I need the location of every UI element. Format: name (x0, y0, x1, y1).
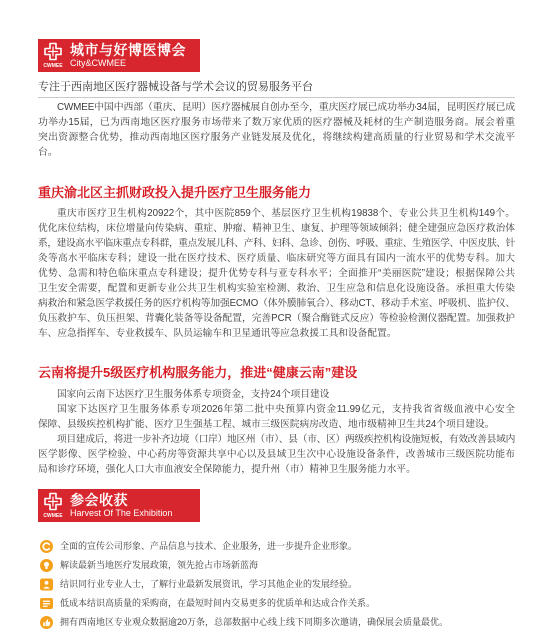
benefit-text: 结识同行业专业人士，了解行业最新发展资讯，学习其他企业的发展经验。 (60, 579, 358, 589)
cwmee-logo (40, 491, 66, 520)
paragraph-line: 重庆市医疗卫生机构20922个，其中医院859个、基层医疗卫生机构19838个、专业公共卫生机构149个。 (57, 208, 515, 219)
paragraph-line: 优势、急需和特色临床重点专科建设；提升优势专科与亚专科水平；全面推开“美丽医院”建设；根据保障公共 (38, 268, 515, 279)
yunnan-paragraph (38, 387, 515, 477)
paragraph-line: 项目建成后，将进一步补齐边境（口岸）地区州（市）、县（市、区）两级疾控机构设施短板，有效改善县域内 (57, 434, 515, 445)
divider (38, 97, 515, 98)
cwmee-logo (40, 41, 66, 70)
banner-title: 参会收获 (70, 492, 128, 508)
benefit-text: 拥有西南地区专业观众数据逾20万条，总部数据中心线上线下同期多次邀请，确保展会质量最优。 (60, 617, 449, 627)
intro-paragraph (38, 100, 515, 160)
paragraph-line: 医学影像、医学检验、中心药房等资源共享中心以及县域卫生次中心设施设备条件，改善城市三级医院功能布 (38, 449, 515, 460)
thumbs-up-icon (40, 616, 53, 629)
paragraph-line: 保障、县级疾控机构扩能、医疗卫生强基工程、城市三级医院病房改造、地市级精神卫生共24个项目建设。 (38, 419, 495, 430)
paragraph-line: CWMEE中国中西部（重庆、昆明）医疗器械展自创办至今，重庆医疗展已成功举办34届，昆明医疗展已成 (57, 102, 515, 113)
paragraph-line: 国家下达医疗卫生服务体系专项2026年第二批中央预算内资金11.99亿元，支持我省省级血液中心安全 (57, 404, 515, 415)
banner-subtitle: Harvest Of The Exhibition (70, 508, 173, 518)
benefit-text: 全面的宣传公司形象、产品信息与技术、企业服务，进一步提升企业形象。 (60, 541, 358, 551)
paragraph-line: 灸等高水平临床专科；建设一批在医疗技术、医疗质量、临床研究等方面具有国内一流水平的优势专科。加大 (38, 253, 515, 264)
benefit-item (38, 537, 515, 556)
paragraph-line: 国家向云南下达医疗卫生服务体系专项资金，支持24个项目建设 (57, 389, 330, 400)
paragraph-line: 车、应急指挥车、专业救援车、队员运输车和卫星通讯等应急救援工具和设备配置。 (38, 328, 397, 339)
paragraph-line: 优化床位结构，床位增量向传染病、重症、肿瘤、精神卫生、康复、护理等领域倾斜；健全建强应急医疗救治体 (38, 223, 515, 234)
tagline: 专注于西南地区医疗器械设备与学术会议的贸易服务平台 (38, 81, 313, 93)
harvest-banner (38, 489, 200, 522)
benefit-item (38, 575, 515, 594)
paragraph-line: 负压救护车、负压担架、背囊化装备等设备配置，完善PCR（聚合酶链式反应）等检验检测仪器配置。加强救护 (38, 313, 515, 324)
paragraph-line: 局和诊疗环境，强化人口大市血液安全保障能力，提升州（市）精神卫生服务能力水平。 (38, 464, 416, 475)
benefit-text: 解读最新当地医疗发展政策，领先抢占市场新蓝海 (60, 560, 259, 570)
paragraph-line: 突出资源整合优势，推动西南地区医疗服务产业链发展及优化，将继续构建高质量的行业贸易和学术交流平 (38, 132, 515, 143)
contact-card-icon (40, 578, 53, 591)
benefit-item (38, 594, 515, 613)
top-banner (38, 39, 200, 72)
banner-title: 城市与好博医博会 (70, 42, 186, 58)
broadcast-icon (40, 540, 53, 553)
logo-text: CWMEE (43, 513, 63, 519)
paragraph-line: 系，建设高水平临床重点专科群，重点发展儿科、产科、妇科、急诊、创伤、呼吸、重症、生殖医学、中医皮肤、针 (38, 238, 515, 249)
banner-subtitle: City&CWMEE (70, 58, 126, 68)
benefit-item (38, 556, 515, 575)
benefit-text: 低成本结识高质量的采购商，在最短时间内交易更多的优质单和达成合作关系。 (60, 598, 376, 608)
section-heading-chongqing: 重庆渝北区主抓财政投入提升医疗卫生服务能力 (38, 185, 312, 200)
paragraph-line: 病救治和紧急医学救援任务的医疗机构等加强ECMO（体外膜肺氧合）、移动CT、移动手术室、呼吸机、监护仪、 (38, 298, 515, 309)
document-icon (40, 597, 53, 610)
chongqing-paragraph (38, 206, 515, 341)
section-heading-yunnan: 云南将提升5级医疗机构服务能力，推进“健康云南”建设 (38, 365, 358, 380)
paragraph-line: 台。 (38, 147, 58, 158)
benefits-list (38, 537, 515, 632)
paragraph-line: 卫生安全需要，配置和更新专业公共卫生机构实验室检测、救治、卫生应急和信息化设施设备。承担重大传染 (38, 283, 515, 294)
paragraph-line: 功举办15届，已为西南地区医疗服务市场带来了数万家优质的医疗器械及耗材的生产制造服务商。展会着重 (38, 117, 515, 128)
lightbulb-icon (40, 559, 53, 572)
benefit-item (38, 613, 515, 632)
logo-text: CWMEE (43, 63, 63, 69)
